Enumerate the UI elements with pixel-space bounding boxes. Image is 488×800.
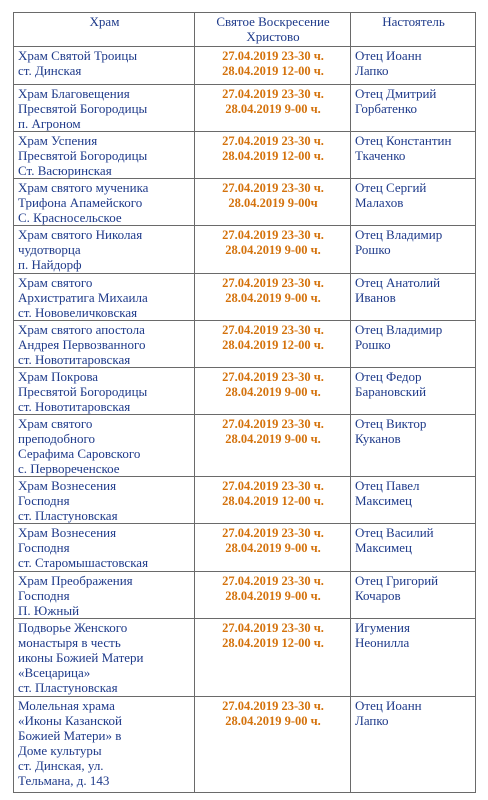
temple-line: п. Найдорф (18, 257, 82, 272)
date-line: 27.04.2019 23-30 ч. (222, 417, 324, 431)
temple-line: Божией Матери» в (18, 728, 122, 743)
temple-line: Пресвятой Богородицы (18, 384, 148, 399)
service-time-cell (195, 524, 351, 572)
service-time-cell (195, 179, 351, 226)
priest-line: Рошко (355, 337, 391, 352)
temple-line: ст. Новотитаровская (18, 399, 131, 414)
service-time-cell (195, 572, 351, 619)
temple-cell (14, 226, 195, 274)
priest-line: Игумения (355, 620, 410, 635)
service-time-cell (195, 415, 351, 477)
date-line: 28.04.2019 9-00ч (228, 196, 318, 210)
date-line: 27.04.2019 23-30 ч. (222, 479, 324, 493)
temple-line: Храм Успения (18, 133, 98, 148)
priest-line: Отец Иоанн (355, 698, 422, 713)
priest-cell (351, 524, 476, 572)
service-time-cell (195, 619, 351, 697)
temple-line: Трифона Апамейского (18, 195, 143, 210)
table-row (14, 274, 476, 321)
temple-cell (14, 477, 195, 524)
temple-line: преподобного (18, 431, 96, 446)
table-row (14, 179, 476, 226)
temple-cell (14, 321, 195, 368)
table-row (14, 226, 476, 274)
temple-line: Серафима Саровского (18, 446, 141, 461)
table-row (14, 619, 476, 697)
temple-line: Пресвятой Богородицы (18, 148, 148, 163)
priest-line: Кочаров (355, 588, 401, 603)
header-resurrection: Святое Воскресение Христово (195, 13, 351, 47)
priest-line: Ткаченко (355, 148, 406, 163)
temple-line: Храм Вознесения (18, 478, 117, 493)
temple-line: Храм Вознесения (18, 525, 117, 540)
date-line: 28.04.2019 12-00 ч. (222, 494, 324, 508)
temple-line: ст. Новотитаровская (18, 352, 131, 367)
date-line: 28.04.2019 12-00 ч. (222, 64, 324, 78)
priest-cell (351, 697, 476, 793)
temple-line: ст. Пластуновская (18, 680, 118, 695)
priest-line: Отец Владимир (355, 322, 443, 337)
temple-line: Храм святого (18, 275, 93, 290)
priest-cell (351, 368, 476, 415)
temple-cell (14, 47, 195, 85)
table-row (14, 47, 476, 85)
schedule-table (13, 12, 476, 793)
date-line: 27.04.2019 23-30 ч. (222, 134, 324, 148)
temple-line: Храм Святой Троицы (18, 48, 138, 63)
service-time-cell (195, 47, 351, 85)
date-line: 28.04.2019 9-00 ч. (225, 541, 321, 555)
temple-line: Храм святого Николая (18, 227, 143, 242)
temple-line: Храм Покрова (18, 369, 99, 384)
service-time-cell (195, 85, 351, 132)
table-row (14, 697, 476, 793)
temple-line: с. Первореченское (18, 461, 120, 476)
priest-cell (351, 572, 476, 619)
temple-cell (14, 572, 195, 619)
service-time-cell (195, 132, 351, 179)
date-line: 27.04.2019 23-30 ч. (222, 87, 324, 101)
service-time-cell (195, 274, 351, 321)
priest-cell (351, 179, 476, 226)
temple-line: Подворье Женского (18, 620, 128, 635)
temple-line: ст. Динская (18, 63, 82, 78)
temple-cell (14, 697, 195, 793)
date-line: 27.04.2019 23-30 ч. (222, 276, 324, 290)
date-line: 27.04.2019 23-30 ч. (222, 49, 324, 63)
service-time-cell (195, 226, 351, 274)
temple-cell (14, 619, 195, 697)
date-line: 27.04.2019 23-30 ч. (222, 621, 324, 635)
table-body (14, 47, 476, 793)
service-time-cell (195, 477, 351, 524)
temple-cell (14, 368, 195, 415)
priest-line: Иванов (355, 290, 396, 305)
date-line: 27.04.2019 23-30 ч. (222, 370, 324, 384)
service-time-cell (195, 368, 351, 415)
priest-line: Максимец (355, 540, 413, 555)
service-time-cell (195, 697, 351, 793)
priest-line: Отец Сергий (355, 180, 427, 195)
temple-line: Господня (18, 540, 70, 555)
date-line: 28.04.2019 12-00 ч. (222, 149, 324, 163)
temple-line: ст. Динская, ул. (18, 758, 104, 773)
temple-line: «Иконы Казанской (18, 713, 122, 728)
temple-line: Храм святого апостола (18, 322, 145, 337)
priest-line: Отец Григорий (355, 573, 439, 588)
priest-cell (351, 619, 476, 697)
priest-line: Отец Константин (355, 133, 452, 148)
priest-line: Отец Анатолий (355, 275, 441, 290)
priest-line: Неонилла (355, 635, 410, 650)
table-row (14, 524, 476, 572)
date-line: 28.04.2019 9-00 ч. (225, 385, 321, 399)
date-line: 27.04.2019 23-30 ч. (222, 323, 324, 337)
date-line: 27.04.2019 23-30 ч. (222, 228, 324, 242)
service-time-cell (195, 321, 351, 368)
date-line: 28.04.2019 9-00 ч. (225, 432, 321, 446)
temple-line: Господня (18, 588, 70, 603)
table-row (14, 321, 476, 368)
priest-line: Отец Виктор (355, 416, 427, 431)
temple-line: Храм Благовещения (18, 86, 130, 101)
temple-cell (14, 415, 195, 477)
priest-line: Лапко (355, 713, 389, 728)
temple-line: Храм святого мученика (18, 180, 149, 195)
table-row (14, 477, 476, 524)
priest-line: Отец Федор (355, 369, 422, 384)
date-line: 28.04.2019 12-00 ч. (222, 338, 324, 352)
priest-line: Малахов (355, 195, 404, 210)
temple-line: П. Южный (18, 603, 80, 618)
temple-cell (14, 274, 195, 321)
priest-line: Отец Василий (355, 525, 434, 540)
date-line: 27.04.2019 23-30 ч. (222, 574, 324, 588)
priest-line: Максимец (355, 493, 413, 508)
header-priest: Настоятель (351, 13, 476, 47)
temple-cell (14, 179, 195, 226)
temple-line: иконы Божией Матери (18, 650, 144, 665)
date-line: 27.04.2019 23-30 ч. (222, 181, 324, 195)
date-line: 28.04.2019 9-00 ч. (225, 589, 321, 603)
header-temple: Храм (14, 13, 195, 47)
temple-line: Храм Преображения (18, 573, 133, 588)
date-line: 27.04.2019 23-30 ч. (222, 699, 324, 713)
date-line: 28.04.2019 9-00 ч. (225, 243, 321, 257)
date-line: 28.04.2019 9-00 ч. (225, 102, 321, 116)
priest-cell (351, 47, 476, 85)
temple-line: монастыря в честь (18, 635, 121, 650)
temple-line: ст. Нововеличковская (18, 305, 138, 320)
temple-line: Доме культуры (18, 743, 102, 758)
table-row (14, 132, 476, 179)
priest-line: Отец Иоанн (355, 48, 422, 63)
priest-line: Барановский (355, 384, 427, 399)
temple-cell (14, 524, 195, 572)
temple-line: ст. Пластуновская (18, 508, 118, 523)
temple-line: ст. Старомышастовская (18, 555, 149, 570)
header-row (14, 13, 476, 47)
priest-line: Отец Дмитрий (355, 86, 437, 101)
priest-cell (351, 132, 476, 179)
priest-line: Рошко (355, 242, 391, 257)
priest-cell (351, 321, 476, 368)
date-line: 28.04.2019 12-00 ч. (222, 636, 324, 650)
date-line: 28.04.2019 9-00 ч. (225, 291, 321, 305)
temple-line: Господня (18, 493, 70, 508)
priest-cell (351, 226, 476, 274)
table-row (14, 368, 476, 415)
priest-cell (351, 85, 476, 132)
temple-cell (14, 132, 195, 179)
temple-line: «Всецарица» (18, 665, 91, 680)
temple-line: Тельмана, д. 143 (18, 773, 110, 788)
temple-cell (14, 85, 195, 132)
temple-line: Пресвятой Богородицы (18, 101, 148, 116)
priest-cell (351, 415, 476, 477)
date-line: 27.04.2019 23-30 ч. (222, 526, 324, 540)
temple-line: чудотворца (18, 242, 81, 257)
priest-cell (351, 477, 476, 524)
table-row (14, 415, 476, 477)
temple-line: Молельная храма (18, 698, 115, 713)
priest-line: Отец Павел (355, 478, 420, 493)
temple-line: Ст. Васюринская (18, 163, 112, 178)
temple-line: Архистратига Михаила (18, 290, 148, 305)
date-line: 28.04.2019 9-00 ч. (225, 714, 321, 728)
temple-line: Андрея Первозванного (18, 337, 146, 352)
temple-line: Храм святого (18, 416, 93, 431)
temple-line: п. Агроном (18, 116, 81, 131)
table-row (14, 85, 476, 132)
temple-line: С. Красносельское (18, 210, 122, 225)
priest-cell (351, 274, 476, 321)
priest-line: Куканов (355, 431, 401, 446)
priest-line: Горбатенко (355, 101, 417, 116)
priest-line: Лапко (355, 63, 389, 78)
priest-line: Отец Владимир (355, 227, 443, 242)
table-row (14, 572, 476, 619)
